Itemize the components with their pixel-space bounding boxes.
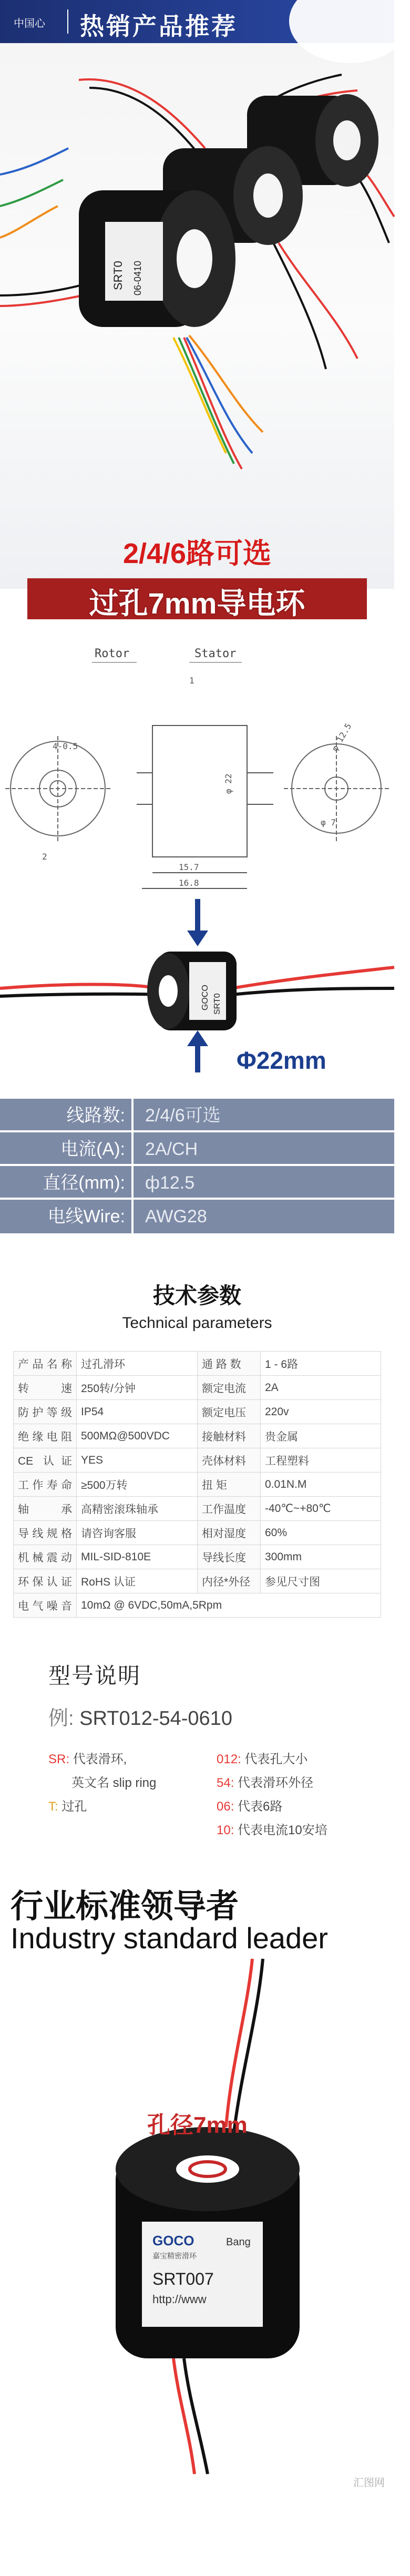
parameter-row bbox=[14, 1424, 381, 1448]
dim-bore: φ 7 bbox=[321, 817, 336, 827]
parameter-row bbox=[14, 1400, 381, 1424]
spec-row bbox=[0, 1200, 394, 1233]
param-key: 接触材料 bbox=[198, 1424, 261, 1448]
slip-ring-product-photo bbox=[0, 43, 394, 516]
param-value: RoHS 认证 bbox=[77, 1569, 198, 1593]
model-explanation-section bbox=[0, 1633, 394, 1859]
leader-unit-url: http://www bbox=[152, 2293, 207, 2306]
param-key: 轴承 bbox=[14, 1497, 77, 1521]
model-example-prefix: 例: bbox=[48, 1708, 74, 1730]
hero-section bbox=[0, 0, 394, 620]
spec-row bbox=[0, 1132, 394, 1166]
param-key: 内径*外径 bbox=[198, 1569, 261, 1593]
front-label-1: SRT0 bbox=[111, 261, 125, 290]
hot-products-banner bbox=[0, 0, 394, 43]
legend-item bbox=[48, 1819, 217, 1838]
param-key: 导线长度 bbox=[198, 1545, 261, 1569]
param-key: 工作温度 bbox=[198, 1497, 261, 1521]
param-value: 请咨询客服 bbox=[77, 1521, 198, 1545]
dim-length-2: 16.8 bbox=[179, 878, 199, 888]
parameter-row bbox=[14, 1569, 381, 1593]
spec-value: 2/4/6可选 bbox=[131, 1099, 394, 1130]
param-key: 相对湿度 bbox=[198, 1521, 261, 1545]
param-key: 环保认证 bbox=[14, 1569, 77, 1593]
front-view bbox=[5, 736, 110, 841]
dimension-drawing-section bbox=[0, 626, 394, 1226]
dim-inner: φ 22 bbox=[223, 773, 233, 794]
leader-unit-brand: GOCO bbox=[152, 2233, 194, 2248]
param-key: 通 路 数 bbox=[198, 1352, 261, 1376]
legend-item: 012: 代表孔大小 bbox=[217, 1752, 308, 1766]
watermark: 汇图网 bbox=[353, 2477, 385, 2489]
unit-brand: GOCO bbox=[201, 985, 210, 1010]
param-key: 转速 bbox=[14, 1376, 77, 1400]
parameter-row bbox=[14, 1497, 381, 1521]
leader-unit-brand-sub: 嘉宝精密滑环 bbox=[152, 2252, 197, 2261]
param-value: YES bbox=[77, 1448, 198, 1473]
parameter-table bbox=[13, 1351, 381, 1618]
param-key: 机械震动 bbox=[14, 1545, 77, 1569]
spec-key: 直径(mm): bbox=[43, 1173, 125, 1193]
leader-unit-side: Bang bbox=[226, 2236, 251, 2248]
param-value: MIL-SID-810E bbox=[77, 1545, 198, 1569]
param-value: 220v bbox=[261, 1400, 381, 1424]
unit-model: SRT0 bbox=[213, 993, 222, 1015]
stator-label: Stator bbox=[194, 647, 237, 660]
param-key: 扭 矩 bbox=[198, 1473, 261, 1497]
leader-unit-model: SRT007 bbox=[152, 2270, 214, 2288]
rotor-label: Rotor bbox=[95, 647, 130, 660]
spec-row bbox=[0, 1166, 394, 1200]
param-value: 过孔滑环 bbox=[77, 1352, 198, 1376]
param-value: 60% bbox=[261, 1521, 381, 1545]
diameter-label: Φ22mm bbox=[237, 1047, 326, 1074]
legend-item: 10: 代表电流10安培 bbox=[217, 1823, 327, 1837]
top-arrow bbox=[187, 899, 208, 946]
leader-unit bbox=[116, 2127, 300, 2358]
parameter-row bbox=[14, 1545, 381, 1569]
param-value: 1 - 6路 bbox=[261, 1352, 381, 1376]
param-value: 参见尺寸图 bbox=[261, 1569, 381, 1593]
spec-value: ф12.5 bbox=[131, 1166, 394, 1198]
parameter-row bbox=[14, 1376, 381, 1400]
spec-strip bbox=[0, 1099, 394, 1233]
parameter-row bbox=[14, 1473, 381, 1497]
unit-photo bbox=[0, 952, 394, 1030]
dim-shaft: 1 bbox=[189, 676, 194, 686]
leader-product-photo bbox=[0, 1959, 394, 2474]
bottom-arrow-head bbox=[187, 1030, 208, 1046]
industry-leader-section bbox=[0, 1859, 394, 2490]
spec-value: 2A/CH bbox=[131, 1132, 394, 1164]
spec-key: 电线Wire: bbox=[47, 1207, 125, 1226]
leader-subtitle: Industry standard leader bbox=[11, 1921, 328, 1955]
param-key: 工作寿命 bbox=[14, 1473, 77, 1497]
tech-subtitle: Technical parameters bbox=[122, 1314, 272, 1332]
param-key: 额定电压 bbox=[198, 1400, 261, 1424]
param-key: 产品名称 bbox=[14, 1352, 77, 1376]
param-value: IP54 bbox=[77, 1400, 198, 1424]
parameter-row bbox=[14, 1448, 381, 1473]
param-value: 300mm bbox=[261, 1545, 381, 1569]
param-value: ≥500万转 bbox=[77, 1473, 198, 1497]
parameter-row bbox=[14, 1352, 381, 1376]
param-value: 250转/分钟 bbox=[77, 1376, 198, 1400]
param-key: 防护等级 bbox=[14, 1400, 77, 1424]
legend-item: 英文名 slip ring bbox=[71, 1776, 157, 1790]
legend-item: 06: 代表6路 bbox=[217, 1800, 283, 1814]
shop-label: 中国心 bbox=[14, 18, 45, 29]
model-legend bbox=[48, 1749, 394, 1838]
legend-item: 54: 代表滑环外径 bbox=[217, 1776, 314, 1790]
technical-parameters-section bbox=[0, 1256, 394, 1633]
banner-divider bbox=[67, 9, 68, 34]
param-key: CE 认证 bbox=[14, 1448, 77, 1473]
legend-item: T: 过孔 bbox=[48, 1800, 87, 1814]
dim-outer: φ 12.5 bbox=[330, 721, 354, 753]
dim-hole-angle: 4-0.5 bbox=[53, 741, 78, 751]
side-view bbox=[137, 725, 273, 888]
model-title: 型号说明 bbox=[48, 1663, 141, 1688]
dim-length-1: 15.7 bbox=[179, 862, 199, 872]
model-example-code: SRT012-54-0610 bbox=[79, 1708, 232, 1730]
route-option-heading: 2/4/6路可选 bbox=[122, 538, 272, 569]
param-value: 贵金属 bbox=[261, 1424, 381, 1448]
banner-title: 热销产品推荐 bbox=[80, 13, 238, 40]
spec-value: AWG28 bbox=[131, 1200, 394, 1233]
front-label-2: 06-0410 bbox=[132, 260, 143, 295]
param-value: 工程塑料 bbox=[261, 1448, 381, 1473]
param-value: 2A bbox=[261, 1376, 381, 1400]
model-example bbox=[48, 1702, 394, 1731]
spec-key: 电流(A): bbox=[60, 1139, 125, 1159]
param-key: 绝缘电阻 bbox=[14, 1424, 77, 1448]
leader-title: 行业标准领导者 bbox=[11, 1888, 239, 1925]
rear-view bbox=[284, 736, 389, 841]
spec-key: 线路数: bbox=[66, 1106, 125, 1126]
legend-item: SR: 代表滑环, bbox=[48, 1752, 127, 1766]
param-key: 额定电流 bbox=[198, 1376, 261, 1400]
parameter-row bbox=[14, 1593, 381, 1618]
dim-flange: 2 bbox=[42, 852, 47, 862]
param-value: 500MΩ@500VDC bbox=[77, 1424, 198, 1448]
param-key: 电气噪音 bbox=[14, 1593, 77, 1618]
param-value: 高精密滚珠轴承 bbox=[77, 1497, 198, 1521]
tech-title: 技术参数 bbox=[152, 1283, 241, 1308]
parameter-row bbox=[14, 1521, 381, 1545]
hole-diameter-label: 孔径7mm bbox=[147, 2112, 248, 2138]
slip-ring-front bbox=[79, 190, 235, 327]
dimension-drawing bbox=[0, 626, 394, 1015]
param-value: 10mΩ @ 6VDC,50mA,5Rpm bbox=[77, 1593, 381, 1618]
param-value: 0.01N.M bbox=[261, 1473, 381, 1497]
product-title: 过孔7mm导电环 bbox=[89, 587, 305, 620]
param-value: -40℃~+80℃ bbox=[261, 1497, 381, 1521]
param-key: 导线规格 bbox=[14, 1521, 77, 1545]
spec-row bbox=[0, 1099, 394, 1132]
param-key: 壳体材料 bbox=[198, 1448, 261, 1473]
